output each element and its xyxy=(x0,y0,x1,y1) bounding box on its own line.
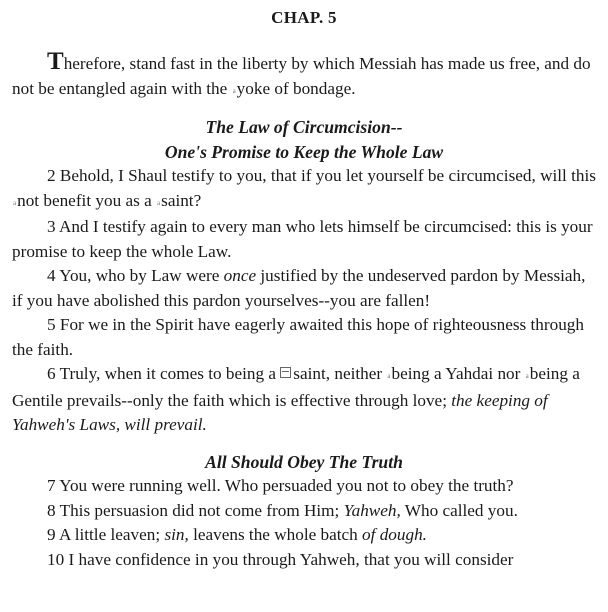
verse-2-b: not benefit you as a xyxy=(17,190,157,210)
footnote-marker-icon: a xyxy=(525,372,529,380)
drop-cap: T xyxy=(47,48,64,75)
verse-2-a: 2 Behold, I Shaul testify to you, that if you let yourself be circumcised, will this xyxy=(47,166,596,185)
verse-6-c: being a Yahdai nor xyxy=(391,364,525,383)
verse-8-a: 8 This persuasion did not come from Him; xyxy=(47,500,344,520)
verse-9-a: 9 A little leaven; xyxy=(47,525,165,544)
intro-text-b: yoke of bondage. xyxy=(236,78,356,98)
verse-6-d: being a Gentile prevails--only the faith which is effective through love; xyxy=(12,364,580,410)
footnote-marker-icon: a xyxy=(157,198,161,207)
footnote-marker-icon: a xyxy=(387,372,391,380)
verse-8-em: Yahweh, xyxy=(343,500,401,520)
verse-6-a: 6 Truly, when it comes to being a xyxy=(47,364,281,383)
intro-text-a: herefore, stand fast in the liberty by which Messiah has made us free, and do not be entangled again with the xyxy=(12,54,591,98)
verse-7-a: 7 You were running well. Who persuaded you not to obey the truth? xyxy=(47,476,514,495)
section-heading-1a: The Law of Circumcision-- xyxy=(205,117,403,137)
verse-3 xyxy=(12,215,596,264)
footnote-marker-icon: a xyxy=(13,198,17,207)
verse-4 xyxy=(12,264,596,313)
verse-8 xyxy=(12,499,596,524)
verse-10 xyxy=(12,548,596,573)
verse-9-em1: sin, xyxy=(164,525,189,544)
verse-4-b: justified by the undeserved pardon by Messiah, if you have abolished this pardon yourselves--you are fallen! xyxy=(12,266,586,310)
verse-7 xyxy=(12,474,596,499)
verse-10-a: 10 I have confidence in you through Yahweh, that you will consider xyxy=(47,549,514,569)
section-heading-1b: One's Promise to Keep the Whole Law xyxy=(164,141,444,162)
spacer xyxy=(12,103,596,115)
verse-8-b: Who called you. xyxy=(400,500,518,520)
verse-6 xyxy=(12,362,596,438)
verse-9 xyxy=(12,523,596,548)
verse-3-a: 3 And I testify again to every man who lets himself be circumcised: this is your promise to keep the whole Law. xyxy=(12,217,593,261)
verse-5-a: 5 For we in the Spirit have eagerly awaited this hope of righteousness through the faith. xyxy=(12,315,584,359)
verse-2 xyxy=(12,164,596,215)
verse-9-em2: of dough. xyxy=(362,525,427,544)
section-heading-2: All Should Obey The Truth xyxy=(205,451,403,472)
footnote-marker-icon: a xyxy=(232,86,236,95)
verse-6-b: saint, neither xyxy=(293,364,387,383)
verse-2-c: saint? xyxy=(161,190,202,210)
verse-4-em: once xyxy=(223,266,257,285)
verse-4-a: 4 You, who by Law were xyxy=(47,266,224,285)
verse-9-b: leavens the whole batch xyxy=(188,525,363,544)
verse-5 xyxy=(12,313,596,362)
intro-paragraph xyxy=(12,48,596,103)
verse-6-em: the keeping of Yahweh's Laws, will prevail. xyxy=(12,390,548,434)
spacer xyxy=(12,438,596,450)
book-marker-icon xyxy=(280,367,291,378)
chapter-title: CHAP. 5 xyxy=(271,8,337,27)
